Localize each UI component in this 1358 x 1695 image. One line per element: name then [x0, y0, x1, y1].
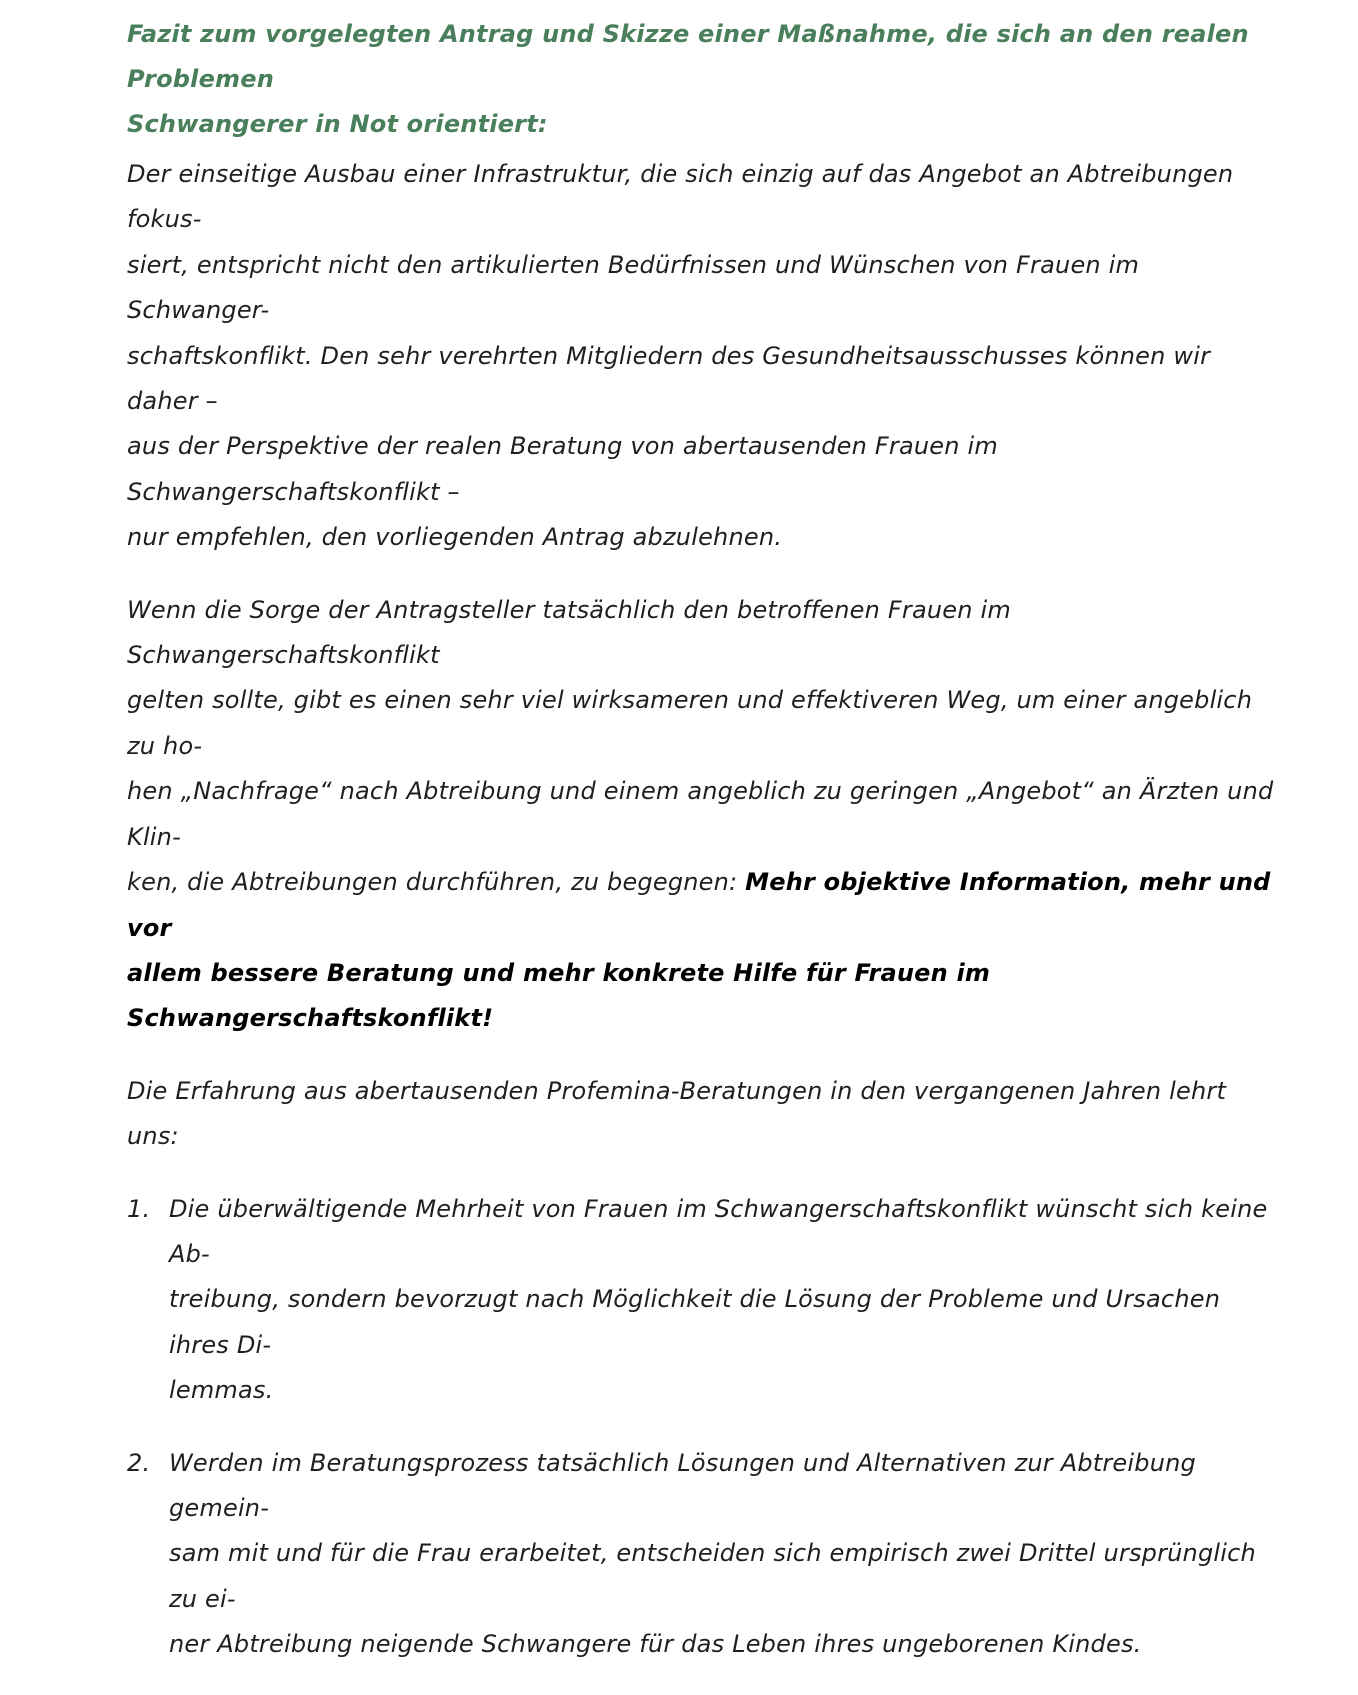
list-item [127, 1187, 1275, 1414]
list-line: Werden im Beratungsprozess tatsächlich Lösungen und Alternativen zur Abtreibung gemein- [169, 1448, 1196, 1522]
paragraph-experience [127, 1069, 1275, 1160]
paragraph-line: Der einseitige Ausbau einer Infrastruktur, die sich einzig auf das Angebot an Abtreibungen fokus- [127, 160, 1234, 234]
paragraph-line: gelten sollte, gibt es einen sehr viel wirksameren und effektiveren Weg, um einer angeblich zu ho- [127, 686, 1253, 760]
heading-line-1: Fazit zum vorgelegten Antrag und Skizze einer Maßnahme, die sich an den realen Problemen [127, 20, 1249, 93]
list-line: treibung, sondern bevorzugt nach Möglichkeit die Lösung der Probleme und Ursachen ihres Di- [169, 1285, 1221, 1359]
paragraph-line: hen „Nachfrage“ nach Abtreibung und einem angeblich zu geringen „Angebot“ an Ärzten und Klin- [127, 777, 1274, 851]
list-item [127, 1441, 1275, 1668]
paragraph-line: nur empfehlen, den vorliegenden Antrag abzulehnen. [127, 523, 783, 552]
paragraph-conclusion [127, 152, 1275, 561]
list-number: 2. [127, 1448, 151, 1477]
paragraph-line: Die Erfahrung aus abertausenden Profemina-Beratungen in den vergangenen Jahren lehrt uns: [127, 1076, 1227, 1151]
paragraph-line: Wenn die Sorge der Antragsteller tatsächlich den betroffenen Frauen im Schwangerschaftskonflikt [127, 595, 1011, 670]
list-line: Die überwältigende Mehrheit von Frauen im Schwangerschaftskonflikt wünscht sich keine Ab- [169, 1194, 1268, 1268]
paragraph-line: siert, entspricht nicht den artikulierten Bedürfnissen und Wünschen von Frauen im Schwanger- [127, 250, 1140, 325]
emphasis-text: Mehr objektive Information, mehr und vor [127, 868, 1271, 942]
paragraph-line: ken, die Abtreibungen durchführen, zu begegnen: [127, 868, 746, 897]
heading-line-2: Schwangerer in Not orientiert: [127, 110, 548, 138]
paragraph-line: schaftskonflikt. Den sehr verehrten Mitgliedern des Gesundheitsausschusses können wir daher – [127, 341, 1211, 416]
list-line: sam mit und für die Frau erarbeitet, entscheiden sich empirisch zwei Drittel ursprünglich zu ei- [169, 1539, 1256, 1613]
document-page [127, 12, 1275, 1695]
list-number: 1. [127, 1194, 151, 1223]
numbered-list [127, 1187, 1275, 1668]
list-line: lemmas. [169, 1376, 274, 1405]
paragraph-recommendation [127, 588, 1275, 1042]
section-heading [127, 12, 1275, 147]
paragraph-line: aus der Perspektive der realen Beratung von abertausenden Frauen im Schwangerschaftskonflikt – [127, 432, 998, 506]
list-line: ner Abtreibung neigende Schwangere für das Leben ihres ungeborenen Kindes. [169, 1630, 1142, 1659]
emphasis-text: allem bessere Beratung und mehr konkrete Hilfe für Frauen im Schwangerschaftskonflikt! [127, 958, 991, 1033]
